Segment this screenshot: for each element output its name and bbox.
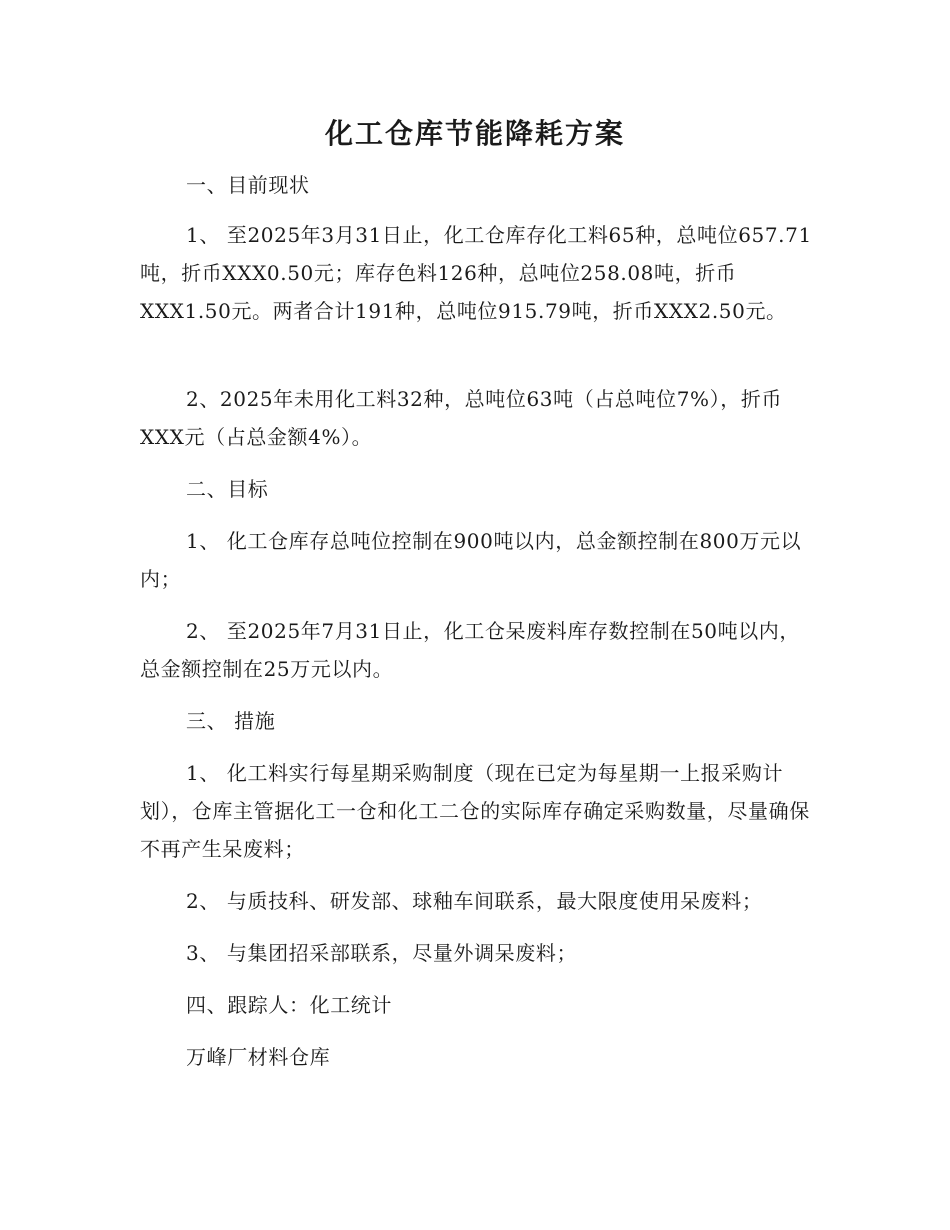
signature: 万峰厂材料仓库 xyxy=(186,1045,331,1069)
measure-item-1: 1、 化工料实行每星期采购制度（现在已定为每星期一上报采购计划），仓库主管据化工一仓和化工二仓的实际库存确定采购数量，尽量确保不再产生呆废料； xyxy=(140,761,810,861)
document-title: 化工仓库节能降耗方案 xyxy=(324,117,625,150)
section-heading-goals: 二、目标 xyxy=(186,477,269,501)
section-heading-status: 一、目前现状 xyxy=(186,173,310,197)
section-heading-measures: 三、 措施 xyxy=(186,709,276,733)
goal-item-2: 2、 至2025年7月31日止，化工仓呆废料库存数控制在50吨以内，总金额控制在25万元以内。 xyxy=(140,619,801,681)
status-item-2: 2、2025年未用化工料32种，总吨位63吨（占总吨位7%），折币XXX元（占总金额4%）。 xyxy=(140,387,783,449)
status-item-1: 1、 至2025年3月31日止，化工仓库存化工料65种，总吨位657.71吨，折币XXX0.50元；库存色料126种，总吨位258.08吨，折币XXX1.50元。两者合计191种，总吨位915.79吨，折币XXX2.50元。 xyxy=(140,223,812,323)
measure-item-3: 3、 与集团招采部联系，尽量外调呆废料； xyxy=(186,941,578,965)
measure-item-2: 2、 与质技科、研发部、球釉车间联系，最大限度使用呆废料； xyxy=(186,889,763,913)
section-heading-tracker: 四、跟踪人：化工统计 xyxy=(186,993,392,1017)
goal-item-1: 1、 化工仓库存总吨位控制在900吨以内，总金额控制在800万元以内； xyxy=(140,529,802,591)
